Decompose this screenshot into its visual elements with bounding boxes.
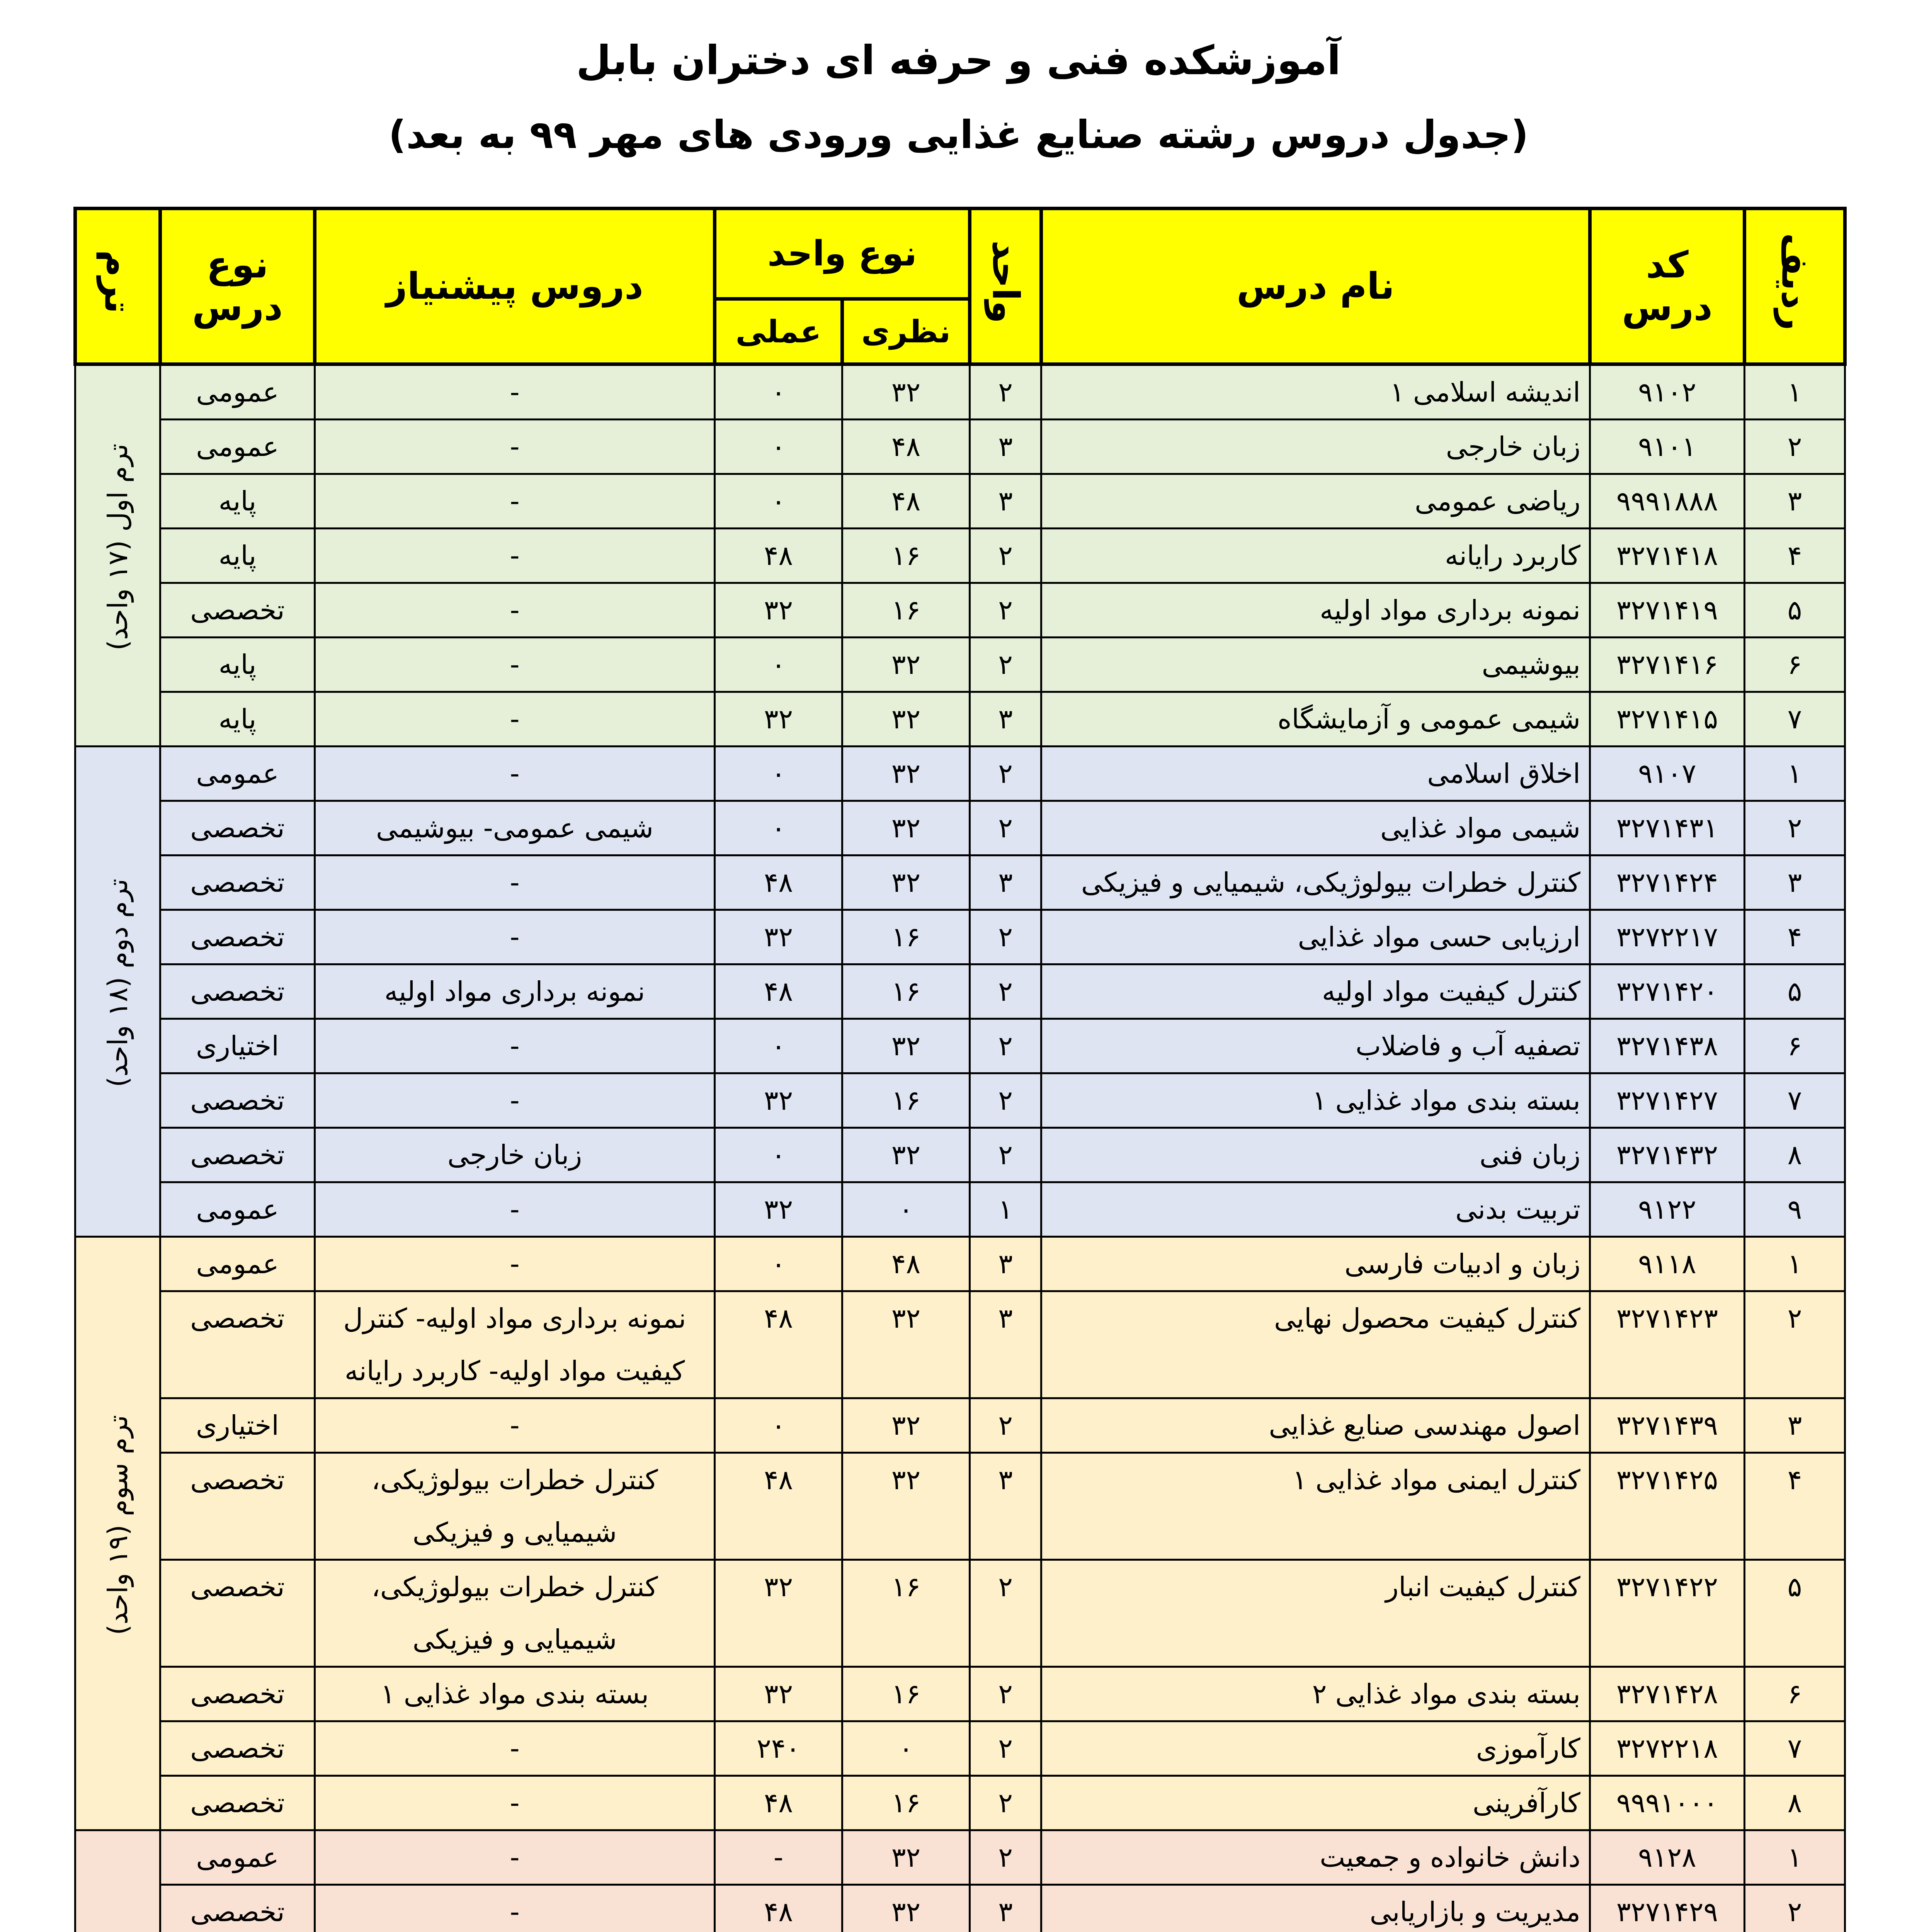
practical-hours: - xyxy=(715,1830,842,1885)
theory-hours: ۰ xyxy=(842,1721,970,1776)
table-row xyxy=(75,474,1845,529)
course-code: ۹۱۰۲ xyxy=(1590,364,1745,420)
prerequisites: - xyxy=(315,1237,715,1291)
course-units: ۲ xyxy=(970,1830,1041,1885)
theory-hours: ۳۲ xyxy=(842,1019,970,1073)
course-code: ۳۲۷۱۴۲۲ xyxy=(1590,1560,1745,1667)
course-code: ۳۲۷۱۴۱۶ xyxy=(1590,638,1745,692)
table-row xyxy=(75,1453,1845,1560)
table-row xyxy=(75,529,1845,583)
theory-hours: ۳۲ xyxy=(842,1128,970,1182)
row-number: ۸ xyxy=(1745,1128,1845,1182)
term-label xyxy=(75,1237,160,1830)
course-name: زبان فنی xyxy=(1041,1128,1590,1182)
row-number: ۳ xyxy=(1745,474,1845,529)
course-name: کاربرد رایانه xyxy=(1041,529,1590,583)
course-code: ۳۲۷۱۴۲۸ xyxy=(1590,1667,1745,1721)
course-type: اختیاری xyxy=(160,1398,315,1453)
course-code: ۳۲۷۱۴۲۳ xyxy=(1590,1291,1745,1398)
course-type: تخصصی xyxy=(160,1128,315,1182)
course-code: ۳۲۷۱۴۲۹ xyxy=(1590,1885,1745,1932)
course-type: عمومی xyxy=(160,420,315,474)
course-type: تخصصی xyxy=(160,855,315,910)
prerequisites: - xyxy=(315,1776,715,1830)
course-type: تخصصی xyxy=(160,1885,315,1932)
course-units: ۳ xyxy=(970,692,1041,747)
theory-hours: ۳۲ xyxy=(842,1830,970,1885)
row-number: ۲ xyxy=(1745,420,1845,474)
row-number: ۲ xyxy=(1745,801,1845,855)
course-code: ۳۲۷۱۴۱۹ xyxy=(1590,583,1745,638)
course-type: تخصصی xyxy=(160,1073,315,1128)
header-unit-type: نوع واحد xyxy=(715,209,970,299)
course-type: عمومی xyxy=(160,364,315,420)
theory-hours: ۱۶ xyxy=(842,1560,970,1667)
row-number: ۱ xyxy=(1745,1237,1845,1291)
course-units: ۲ xyxy=(970,1019,1041,1073)
practical-hours: ۲۴۰ xyxy=(715,1721,842,1776)
course-units: ۲ xyxy=(970,1398,1041,1453)
theory-hours: ۱۶ xyxy=(842,910,970,964)
table-row xyxy=(75,1560,1845,1667)
practical-hours: ۳۲ xyxy=(715,1073,842,1128)
course-code: ۹۹۹۱۸۸۸ xyxy=(1590,474,1745,529)
prerequisites: - xyxy=(315,1830,715,1885)
course-units: ۳ xyxy=(970,855,1041,910)
row-number: ۷ xyxy=(1745,692,1845,747)
course-units: ۲ xyxy=(970,529,1041,583)
row-number: ۶ xyxy=(1745,1019,1845,1073)
prerequisites: - xyxy=(315,1182,715,1237)
practical-hours: ۴۸ xyxy=(715,529,842,583)
course-name: دانش خانواده و جمعیت xyxy=(1041,1830,1590,1885)
table-row xyxy=(75,964,1845,1019)
row-number: ۱ xyxy=(1745,364,1845,420)
theory-hours: ۰ xyxy=(842,1182,970,1237)
header-course-name: نام درس xyxy=(1041,209,1590,364)
row-number: ۲ xyxy=(1745,1885,1845,1932)
course-code: ۳۲۷۱۴۳۲ xyxy=(1590,1128,1745,1182)
course-table xyxy=(73,207,1847,1932)
row-number: ۵ xyxy=(1745,964,1845,1019)
practical-hours: ۰ xyxy=(715,1019,842,1073)
practical-hours: ۳۲ xyxy=(715,692,842,747)
course-type: تخصصی xyxy=(160,1776,315,1830)
course-name: ریاضی عمومی xyxy=(1041,474,1590,529)
course-type: تخصصی xyxy=(160,1560,315,1667)
row-number: ۴ xyxy=(1745,529,1845,583)
course-units: ۲ xyxy=(970,1128,1041,1182)
prerequisites: - xyxy=(315,1019,715,1073)
practical-hours: ۴۸ xyxy=(715,1453,842,1560)
course-name: مدیریت و بازاریابی xyxy=(1041,1885,1590,1932)
course-name: کنترل کیفیت انبار xyxy=(1041,1560,1590,1667)
course-units: ۳ xyxy=(970,1885,1041,1932)
header-term: ترم xyxy=(75,209,160,364)
course-type: تخصصی xyxy=(160,910,315,964)
term-label xyxy=(75,1830,160,1932)
course-type: پایه xyxy=(160,638,315,692)
course-units: ۲ xyxy=(970,1721,1041,1776)
table-row xyxy=(75,638,1845,692)
course-name: زبان خارجی xyxy=(1041,420,1590,474)
theory-hours: ۳۲ xyxy=(842,801,970,855)
course-units: ۲ xyxy=(970,801,1041,855)
course-type: اختیاری xyxy=(160,1019,315,1073)
practical-hours: ۳۲ xyxy=(715,910,842,964)
course-units: ۲ xyxy=(970,910,1041,964)
table-row xyxy=(75,1237,1845,1291)
theory-hours: ۱۶ xyxy=(842,583,970,638)
header-row-number: ردیف xyxy=(1745,209,1845,364)
row-number: ۶ xyxy=(1745,638,1845,692)
prerequisites: - xyxy=(315,747,715,801)
prerequisites: کنترل خطرات بیولوژیکی، شیمیایی و فیزیکی xyxy=(315,1560,715,1667)
theory-hours: ۳۲ xyxy=(842,747,970,801)
course-type: پایه xyxy=(160,474,315,529)
theory-hours: ۳۲ xyxy=(842,638,970,692)
prerequisites: - xyxy=(315,1398,715,1453)
practical-hours: ۰ xyxy=(715,420,842,474)
course-name: ارزیابی حسی مواد غذایی xyxy=(1041,910,1590,964)
table-row xyxy=(75,1291,1845,1398)
prerequisites: شیمی عمومی- بیوشیمی xyxy=(315,801,715,855)
course-code: ۳۲۷۱۴۲۵ xyxy=(1590,1453,1745,1560)
course-name: کارآموزی xyxy=(1041,1721,1590,1776)
course-type: تخصصی xyxy=(160,1291,315,1398)
row-number: ۷ xyxy=(1745,1073,1845,1128)
row-number: ۵ xyxy=(1745,1560,1845,1667)
course-name: اصول مهندسی صنایع غذایی xyxy=(1041,1398,1590,1453)
course-code: ۳۲۷۱۴۲۷ xyxy=(1590,1073,1745,1128)
prerequisites: - xyxy=(315,420,715,474)
practical-hours: ۰ xyxy=(715,1128,842,1182)
term-label-text: ترم اول (۱۷ واحد) xyxy=(102,444,134,651)
course-code: ۹۱۲۲ xyxy=(1590,1182,1745,1237)
course-type: تخصصی xyxy=(160,583,315,638)
course-units: ۲ xyxy=(970,747,1041,801)
course-code: ۳۲۷۱۴۱۵ xyxy=(1590,692,1745,747)
theory-hours: ۳۲ xyxy=(842,364,970,420)
table-row xyxy=(75,1398,1845,1453)
table-row xyxy=(75,420,1845,474)
row-number: ۵ xyxy=(1745,583,1845,638)
prerequisites: - xyxy=(315,529,715,583)
table-row xyxy=(75,1721,1845,1776)
row-number: ۶ xyxy=(1745,1667,1845,1721)
course-name: کنترل خطرات بیولوژیکی، شیمیایی و فیزیکی xyxy=(1041,855,1590,910)
course-type: تخصصی xyxy=(160,964,315,1019)
practical-hours: ۳۲ xyxy=(715,1667,842,1721)
theory-hours: ۱۶ xyxy=(842,1073,970,1128)
prerequisites: - xyxy=(315,910,715,964)
course-code: ۳۲۷۱۴۲۴ xyxy=(1590,855,1745,910)
practical-hours: ۰ xyxy=(715,474,842,529)
table-row xyxy=(75,1885,1845,1932)
header-prerequisites: دروس پیشنیاز xyxy=(315,209,715,364)
term-label xyxy=(75,747,160,1237)
course-units: ۲ xyxy=(970,1776,1041,1830)
course-name: اندیشه اسلامی ۱ xyxy=(1041,364,1590,420)
course-name: تربیت بدنی xyxy=(1041,1182,1590,1237)
table-row xyxy=(75,747,1845,801)
practical-hours: ۰ xyxy=(715,801,842,855)
course-code: ۹۱۰۷ xyxy=(1590,747,1745,801)
course-units: ۲ xyxy=(970,964,1041,1019)
header-course-code: کد درس xyxy=(1590,209,1745,364)
table-row xyxy=(75,1182,1845,1237)
practical-hours: ۰ xyxy=(715,747,842,801)
theory-hours: ۳۲ xyxy=(842,855,970,910)
practical-hours: ۴۸ xyxy=(715,1776,842,1830)
header-course-type: نوع درس xyxy=(160,209,315,364)
prerequisites: نمونه برداری مواد اولیه xyxy=(315,964,715,1019)
course-name: کنترل ایمنی مواد غذایی ۱ xyxy=(1041,1453,1590,1560)
prerequisites: - xyxy=(315,583,715,638)
course-code: ۹۱۰۱ xyxy=(1590,420,1745,474)
theory-hours: ۳۲ xyxy=(842,1453,970,1560)
prerequisites: - xyxy=(315,364,715,420)
table-row xyxy=(75,910,1845,964)
table-row xyxy=(75,855,1845,910)
row-number: ۸ xyxy=(1745,1776,1845,1830)
header-practical: عملی xyxy=(715,299,842,364)
prerequisites: - xyxy=(315,474,715,529)
row-number: ۹ xyxy=(1745,1182,1845,1237)
term-label-text: ترم سوم (۱۹ واحد) xyxy=(102,1415,134,1635)
course-name: بسته بندی مواد غذایی ۲ xyxy=(1041,1667,1590,1721)
prerequisites: - xyxy=(315,1073,715,1128)
row-number: ۲ xyxy=(1745,1291,1845,1398)
course-name: بیوشیمی xyxy=(1041,638,1590,692)
course-type: تخصصی xyxy=(160,1453,315,1560)
course-name: نمونه برداری مواد اولیه xyxy=(1041,583,1590,638)
header-units: واحد xyxy=(970,209,1041,364)
table-row xyxy=(75,692,1845,747)
course-type: تخصصی xyxy=(160,801,315,855)
table-row xyxy=(75,1667,1845,1721)
course-type: پایه xyxy=(160,692,315,747)
course-units: ۳ xyxy=(970,474,1041,529)
course-name: تصفیه آب و فاضلاب xyxy=(1041,1019,1590,1073)
course-units: ۳ xyxy=(970,1291,1041,1398)
row-number: ۴ xyxy=(1745,910,1845,964)
course-name: شیمی عمومی و آزمایشگاه xyxy=(1041,692,1590,747)
prerequisites: - xyxy=(315,692,715,747)
institute-title: آموزشکده فنی و حرفه ای دختران بابل xyxy=(576,37,1341,84)
course-units: ۲ xyxy=(970,583,1041,638)
table-row xyxy=(75,801,1845,855)
course-type: پایه xyxy=(160,529,315,583)
course-type: تخصصی xyxy=(160,1721,315,1776)
prerequisites: نمونه برداری مواد اولیه- کنترل کیفیت مواد اولیه- کاربرد رایانه xyxy=(315,1291,715,1398)
prerequisites: - xyxy=(315,638,715,692)
table-row xyxy=(75,583,1845,638)
course-units: ۳ xyxy=(970,1237,1041,1291)
row-number: ۳ xyxy=(1745,1398,1845,1453)
theory-hours: ۴۸ xyxy=(842,420,970,474)
practical-hours: ۳۲ xyxy=(715,1182,842,1237)
theory-hours: ۳۲ xyxy=(842,692,970,747)
course-code: ۳۲۷۲۲۱۷ xyxy=(1590,910,1745,964)
course-code: ۹۱۱۸ xyxy=(1590,1237,1745,1291)
practical-hours: ۰ xyxy=(715,638,842,692)
term-label xyxy=(75,364,160,747)
term-label-text: ترم دوم (۱۸ واحد) xyxy=(102,879,134,1087)
practical-hours: ۴۸ xyxy=(715,964,842,1019)
table-row xyxy=(75,1128,1845,1182)
row-number: ۳ xyxy=(1745,855,1845,910)
table-row xyxy=(75,364,1845,420)
row-number: ۱ xyxy=(1745,1830,1845,1885)
prerequisites: زبان خارجی xyxy=(315,1128,715,1182)
course-units: ۲ xyxy=(970,638,1041,692)
course-units: ۲ xyxy=(970,364,1041,420)
course-name: کارآفرینی xyxy=(1041,1776,1590,1830)
prerequisites: - xyxy=(315,1721,715,1776)
practical-hours: ۰ xyxy=(715,364,842,420)
practical-hours: ۰ xyxy=(715,1398,842,1453)
course-type: عمومی xyxy=(160,1182,315,1237)
header-theory: نظری xyxy=(842,299,970,364)
course-units: ۲ xyxy=(970,1667,1041,1721)
theory-hours: ۱۶ xyxy=(842,964,970,1019)
course-code: ۳۲۷۱۴۳۸ xyxy=(1590,1019,1745,1073)
table-row xyxy=(75,1019,1845,1073)
course-code: ۳۲۷۱۴۳۹ xyxy=(1590,1398,1745,1453)
course-units: ۳ xyxy=(970,420,1041,474)
theory-hours: ۳۲ xyxy=(842,1398,970,1453)
course-name: زبان و ادبیات فارسی xyxy=(1041,1237,1590,1291)
course-code: ۹۹۹۱۰۰۰ xyxy=(1590,1776,1745,1830)
course-code: ۳۲۷۱۴۲۰ xyxy=(1590,964,1745,1019)
course-code: ۹۱۲۸ xyxy=(1590,1830,1745,1885)
course-type: عمومی xyxy=(160,1830,315,1885)
theory-hours: ۱۶ xyxy=(842,1667,970,1721)
course-units: ۲ xyxy=(970,1560,1041,1667)
prerequisites: - xyxy=(315,1885,715,1932)
course-type: عمومی xyxy=(160,1237,315,1291)
course-name: کنترل کیفیت مواد اولیه xyxy=(1041,964,1590,1019)
prerequisites: بسته بندی مواد غذایی ۱ xyxy=(315,1667,715,1721)
course-name: کنترل کیفیت محصول نهایی xyxy=(1041,1291,1590,1398)
course-units: ۳ xyxy=(970,1453,1041,1560)
practical-hours: ۰ xyxy=(715,1237,842,1291)
row-number: ۴ xyxy=(1745,1453,1845,1560)
row-number: ۱ xyxy=(1745,747,1845,801)
theory-hours: ۱۶ xyxy=(842,529,970,583)
table-row xyxy=(75,1830,1845,1885)
course-code: ۳۲۷۱۴۳۱ xyxy=(1590,801,1745,855)
theory-hours: ۱۶ xyxy=(842,1776,970,1830)
course-units: ۲ xyxy=(970,1073,1041,1128)
theory-hours: ۳۲ xyxy=(842,1291,970,1398)
table-row xyxy=(75,1073,1845,1128)
course-name: بسته بندی مواد غذایی ۱ xyxy=(1041,1073,1590,1128)
prerequisites: - xyxy=(315,855,715,910)
course-name: اخلاق اسلامی xyxy=(1041,747,1590,801)
practical-hours: ۳۲ xyxy=(715,1560,842,1667)
theory-hours: ۴۸ xyxy=(842,474,970,529)
course-code: ۳۲۷۱۴۱۸ xyxy=(1590,529,1745,583)
prerequisites: کنترل خطرات بیولوژیکی، شیمیایی و فیزیکی xyxy=(315,1453,715,1560)
course-code: ۳۲۷۲۲۱۸ xyxy=(1590,1721,1745,1776)
course-name: شیمی مواد غذایی xyxy=(1041,801,1590,855)
row-number: ۷ xyxy=(1745,1721,1845,1776)
table-subtitle: (جدول دروس رشته صنایع غذایی ورودی های مهر ۹۹ به بعد) xyxy=(388,112,1529,157)
theory-hours: ۴۸ xyxy=(842,1237,970,1291)
practical-hours: ۴۸ xyxy=(715,1885,842,1932)
practical-hours: ۴۸ xyxy=(715,855,842,910)
practical-hours: ۳۲ xyxy=(715,583,842,638)
course-type: عمومی xyxy=(160,747,315,801)
table-row xyxy=(75,1776,1845,1830)
course-type: تخصصی xyxy=(160,1667,315,1721)
practical-hours: ۴۸ xyxy=(715,1291,842,1398)
theory-hours: ۳۲ xyxy=(842,1885,970,1932)
course-units: ۱ xyxy=(970,1182,1041,1237)
